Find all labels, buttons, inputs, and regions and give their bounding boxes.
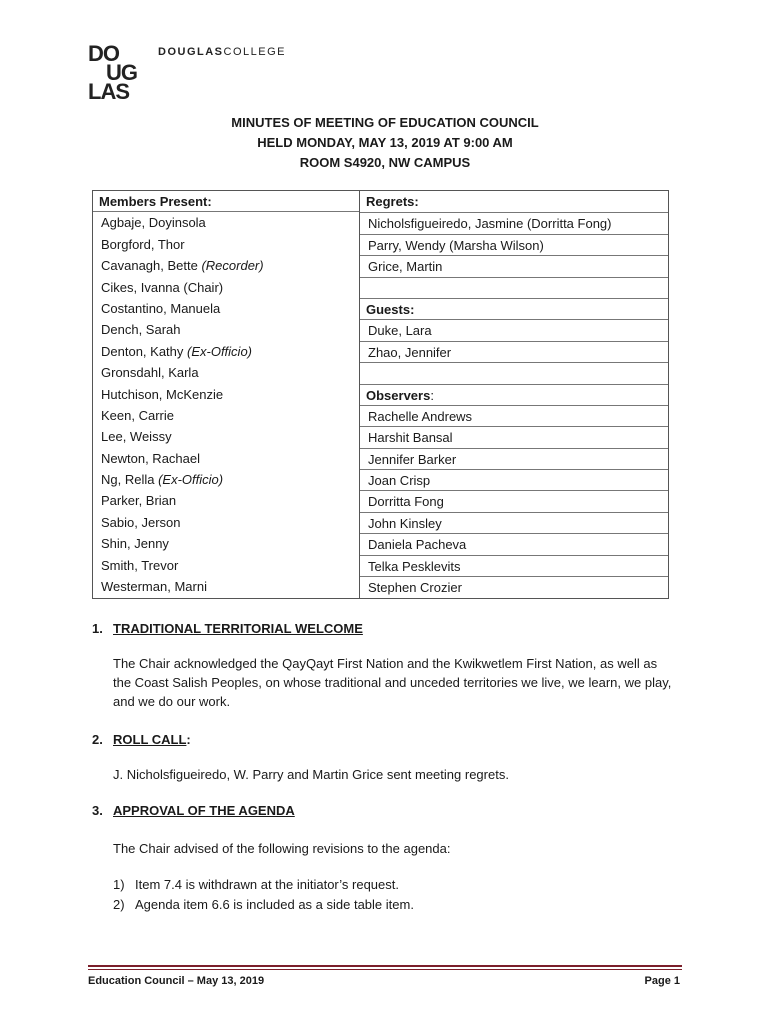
observer-row: John Kinsley bbox=[360, 512, 668, 533]
guests-header: Guests: bbox=[360, 298, 668, 319]
footer-page-number: Page 1 bbox=[644, 975, 680, 987]
logo-mark bbox=[88, 41, 137, 104]
member-name: Borgford, Thor bbox=[101, 236, 185, 252]
observer-row: Jennifer Barker bbox=[360, 448, 668, 469]
member-row bbox=[93, 555, 359, 576]
member-name: Dench, Sarah bbox=[101, 322, 181, 338]
member-row bbox=[93, 298, 359, 319]
observer-row: Harshit Bansal bbox=[360, 426, 668, 447]
member-row bbox=[93, 490, 359, 511]
section-paragraph: The Chair advised of the following revisions to the agenda: bbox=[113, 841, 451, 856]
list-item bbox=[113, 897, 414, 912]
logo-wordmark bbox=[158, 46, 286, 58]
footer-document-label: Education Council – May 13, 2019 bbox=[88, 975, 265, 987]
member-name: Westerman, Marni bbox=[101, 579, 207, 595]
list-marker: 2) bbox=[113, 897, 125, 912]
observers-header-colon: : bbox=[430, 387, 434, 403]
member-row bbox=[93, 212, 359, 233]
section-number: 3. bbox=[92, 803, 103, 818]
member-name: Keen, Carrie bbox=[101, 407, 174, 423]
empty-row bbox=[360, 277, 668, 298]
observers-header-label: Observers bbox=[366, 387, 431, 403]
member-name: Hutchison, McKenzie bbox=[101, 386, 224, 402]
list-text: Agenda item 6.6 is included as a side table item. bbox=[135, 897, 414, 912]
member-row bbox=[93, 384, 359, 405]
member-row bbox=[93, 512, 359, 533]
logo-wordmark-light: COLLEGE bbox=[223, 46, 286, 58]
regret-row: Grice, Martin bbox=[360, 255, 668, 276]
logo-wordmark-bold: DOUGLAS bbox=[158, 46, 224, 58]
member-row bbox=[93, 277, 359, 298]
member-name: Costantino, Manuela bbox=[101, 300, 221, 316]
list-marker: 1) bbox=[113, 877, 125, 892]
member-role: (Ex-Officio) bbox=[158, 472, 224, 488]
member-name: Smith, Trevor bbox=[101, 557, 179, 573]
member-row bbox=[93, 405, 359, 426]
section-paragraph: J. Nicholsfigueiredo, W. Parry and Martin Grice sent meeting regrets. bbox=[113, 767, 509, 782]
section-number: 2. bbox=[92, 732, 103, 747]
observer-row: Rachelle Andrews bbox=[360, 405, 668, 426]
guest-row: Duke, Lara bbox=[360, 319, 668, 340]
regrets-header: Regrets: bbox=[366, 194, 419, 209]
logo-mark-line: UG bbox=[106, 60, 137, 85]
logo-mark-line: LAS bbox=[88, 79, 129, 104]
member-row bbox=[93, 533, 359, 554]
section-title: APPROVAL OF THE AGENDA bbox=[113, 803, 295, 818]
member-row bbox=[93, 448, 359, 469]
member-row bbox=[93, 319, 359, 340]
member-row bbox=[93, 469, 359, 490]
section-heading bbox=[92, 803, 295, 818]
member-role: (Recorder) bbox=[201, 258, 264, 274]
logo-mark-line: DO bbox=[88, 41, 119, 66]
member-name: Agbaje, Doyinsola bbox=[101, 215, 206, 231]
section-number: 1. bbox=[92, 621, 103, 636]
title-line: HELD MONDAY, MAY 13, 2019 AT 9:00 AM bbox=[257, 135, 513, 150]
member-name: Parker, Brian bbox=[101, 493, 177, 509]
regrets-guests-observers-column bbox=[360, 191, 668, 597]
member-row bbox=[93, 576, 359, 597]
document-title bbox=[0, 113, 770, 173]
section-title: ROLL CALL bbox=[113, 732, 187, 747]
observers-header bbox=[360, 384, 668, 405]
observer-row: Telka Pesklevits bbox=[360, 555, 668, 576]
section-heading bbox=[92, 732, 191, 747]
member-row bbox=[93, 255, 359, 276]
section-title-suffix: : bbox=[186, 732, 191, 747]
regret-row: Nicholsfigueiredo, Jasmine (Dorritta Fong) bbox=[360, 212, 668, 233]
member-role: (Ex-Officio) bbox=[187, 343, 252, 359]
footer-rule-thin bbox=[88, 969, 682, 970]
guest-row: Zhao, Jennifer bbox=[360, 341, 668, 362]
member-row bbox=[93, 341, 359, 362]
member-row bbox=[93, 426, 359, 447]
attendance-table bbox=[92, 190, 669, 599]
member-name: Cikes, Ivanna (Chair) bbox=[101, 279, 224, 295]
member-name: Lee, Weissy bbox=[101, 429, 172, 445]
section-paragraph: The Chair acknowledged the QayQayt First Nation and the Kwikwetlem First Nation, as well as the Coast Salish Peoples, on whose traditional and unceded territories we live, we learn, we play, and we do our work. bbox=[113, 656, 672, 709]
observer-row: Stephen Crozier bbox=[360, 576, 668, 597]
empty-row bbox=[360, 362, 668, 383]
member-name: Denton, Kathy bbox=[101, 343, 187, 359]
footer-rule bbox=[88, 965, 682, 967]
member-name: Shin, Jenny bbox=[101, 536, 169, 552]
member-name: Ng, Rella bbox=[101, 472, 159, 488]
members-present-header: Members Present: bbox=[93, 191, 359, 212]
observer-row: Dorritta Fong bbox=[360, 490, 668, 511]
member-row bbox=[93, 234, 359, 255]
title-line: MINUTES OF MEETING OF EDUCATION COUNCIL bbox=[231, 115, 539, 130]
observer-row: Joan Crisp bbox=[360, 469, 668, 490]
member-name: Gronsdahl, Karla bbox=[101, 365, 199, 381]
member-row bbox=[93, 362, 359, 383]
member-name: Newton, Rachael bbox=[101, 450, 200, 466]
member-name: Sabio, Jerson bbox=[101, 514, 181, 530]
section-title: TRADITIONAL TERRITORIAL WELCOME bbox=[113, 621, 363, 636]
list-item bbox=[113, 877, 399, 892]
section-heading bbox=[92, 621, 363, 636]
title-line: ROOM S4920, NW CAMPUS bbox=[299, 155, 471, 170]
regret-row: Parry, Wendy (Marsha Wilson) bbox=[360, 234, 668, 255]
list-text: Item 7.4 is withdrawn at the initiator’s request. bbox=[135, 877, 399, 892]
members-column bbox=[93, 191, 359, 597]
observer-row: Daniela Pacheva bbox=[360, 533, 668, 554]
douglas-college-logo bbox=[88, 41, 318, 104]
member-name: Cavanagh, Bette bbox=[101, 258, 202, 274]
